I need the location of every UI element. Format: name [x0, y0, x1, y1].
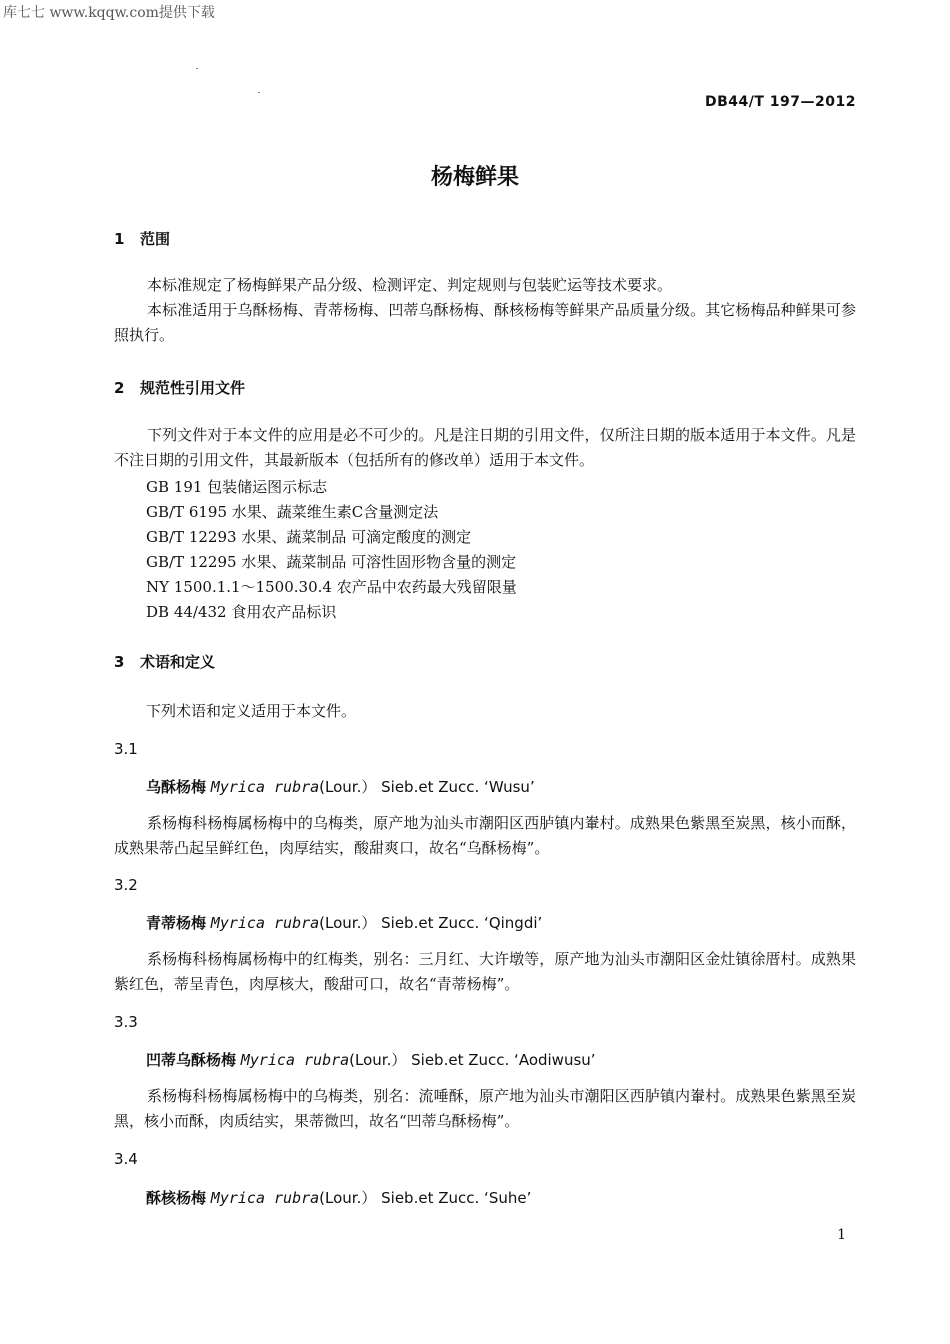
- subsection-number: 3.4: [114, 1150, 138, 1168]
- section-2-body: [114, 423, 856, 473]
- scan-speck: [196, 68, 198, 69]
- term-authority: (Lour.） Sieb.et Zucc.: [319, 914, 480, 932]
- section-title: 术语和定义: [140, 653, 216, 671]
- term-heading: [146, 776, 535, 797]
- term-latin-name: Myrica rubra: [210, 914, 320, 932]
- section-title: 范围: [140, 230, 171, 248]
- term-definition: [114, 811, 856, 861]
- subsection-number: 3.1: [114, 740, 138, 758]
- term-cultivar: ‘Aodiwusu’: [514, 1051, 596, 1069]
- term-authority: (Lour.） Sieb.et Zucc.: [349, 1051, 510, 1069]
- term-heading: [146, 912, 542, 933]
- term-name: 酥核杨梅: [146, 1189, 207, 1207]
- term-heading: [146, 1049, 596, 1070]
- reference-item: GB/T 12295 水果、蔬菜制品 可溶性固形物含量的测定: [146, 553, 517, 571]
- page-number: 1: [837, 1227, 846, 1243]
- reference-item: GB/T 6195 水果、蔬菜维生素C含量测定法: [146, 503, 439, 521]
- section-title: 规范性引用文件: [140, 379, 246, 397]
- term-cultivar: ‘Qingdi’: [484, 914, 543, 932]
- subsection-number: 3.2: [114, 876, 138, 894]
- term-latin-name: Myrica rubra: [240, 1051, 350, 1069]
- term-definition: [114, 947, 856, 997]
- term-name: 凹蒂乌酥杨梅: [146, 1051, 237, 1069]
- term-authority: (Lour.） Sieb.et Zucc.: [319, 1189, 480, 1207]
- term-latin-name: Myrica rubra: [210, 778, 320, 796]
- standard-code: DB44/T 197—2012: [705, 94, 856, 110]
- section-number: 2: [114, 379, 125, 397]
- reference-item: DB 44/432 食用农产品标识: [146, 603, 337, 621]
- paragraph: 本标准规定了杨梅鲜果产品分级、检测评定、判定规则与包装贮运等技术要求。: [147, 276, 673, 294]
- section-2-heading: [114, 377, 245, 398]
- section-1-body: [114, 273, 856, 348]
- reference-item: NY 1500.1.1～1500.30.4 农产品中农药最大残留限量: [146, 578, 517, 596]
- section-1-heading: [114, 228, 170, 249]
- paragraph: 本标准适用于乌酥杨梅、青蒂杨梅、凹蒂乌酥杨梅、酥核杨梅等鲜果产品质量分级。其它杨梅品种鲜果可参照执行。: [114, 301, 856, 344]
- scan-speck: [258, 92, 260, 93]
- paragraph: 系杨梅科杨梅属杨梅中的乌梅类，别名：流唾酥，原产地为汕头市潮阳区西胪镇内輋村。成熟果色紫黑至炭黑，核小而酥，肉质结实，果蒂微凹，故名“凹蒂乌酥杨梅”。: [114, 1087, 856, 1130]
- paragraph: 系杨梅科杨梅属杨梅中的乌梅类，原产地为汕头市潮阳区西胪镇内輋村。成熟果色紫黑至炭黑，核小而酥，成熟果蒂凸起呈鲜红色，肉厚结实，酸甜爽口，故名“乌酥杨梅”。: [114, 814, 856, 857]
- paragraph: 系杨梅科杨梅属杨梅中的红梅类，别名：三月红、大许墩等，原产地为汕头市潮阳区金灶镇徐厝村。成熟果紫红色，蒂呈青色，肉厚核大，酸甜可口，故名“青蒂杨梅”。: [114, 950, 856, 993]
- paragraph: 下列术语和定义适用于本文件。: [146, 702, 357, 720]
- document-title: 杨梅鲜果: [430, 165, 519, 190]
- term-cultivar: ‘Wusu’: [484, 778, 535, 796]
- term-latin-name: Myrica rubra: [210, 1189, 320, 1207]
- term-definition: [114, 1084, 856, 1134]
- section-number: 1: [114, 230, 125, 248]
- term-name: 青蒂杨梅: [146, 914, 207, 932]
- subsection-number: 3.3: [114, 1013, 138, 1031]
- paragraph: 下列文件对于本文件的应用是必不可少的。凡是注日期的引用文件，仅所注日期的版本适用于本文件。凡是不注日期的引用文件，其最新版本（包括所有的修改单）适用于本文件。: [114, 426, 856, 469]
- reference-item: GB/T 12293 水果、蔬菜制品 可滴定酸度的测定: [146, 528, 472, 546]
- term-authority: (Lour.） Sieb.et Zucc.: [319, 778, 480, 796]
- term-cultivar: ‘Suhe’: [484, 1189, 532, 1207]
- term-name: 乌酥杨梅: [146, 778, 207, 796]
- term-heading: [146, 1187, 531, 1208]
- section-3-heading: [114, 651, 215, 672]
- watermark: 库七七 www.kqqw.com提供下载: [3, 5, 215, 21]
- section-number: 3: [114, 653, 125, 671]
- reference-item: GB 191 包装储运图示标志: [146, 478, 328, 496]
